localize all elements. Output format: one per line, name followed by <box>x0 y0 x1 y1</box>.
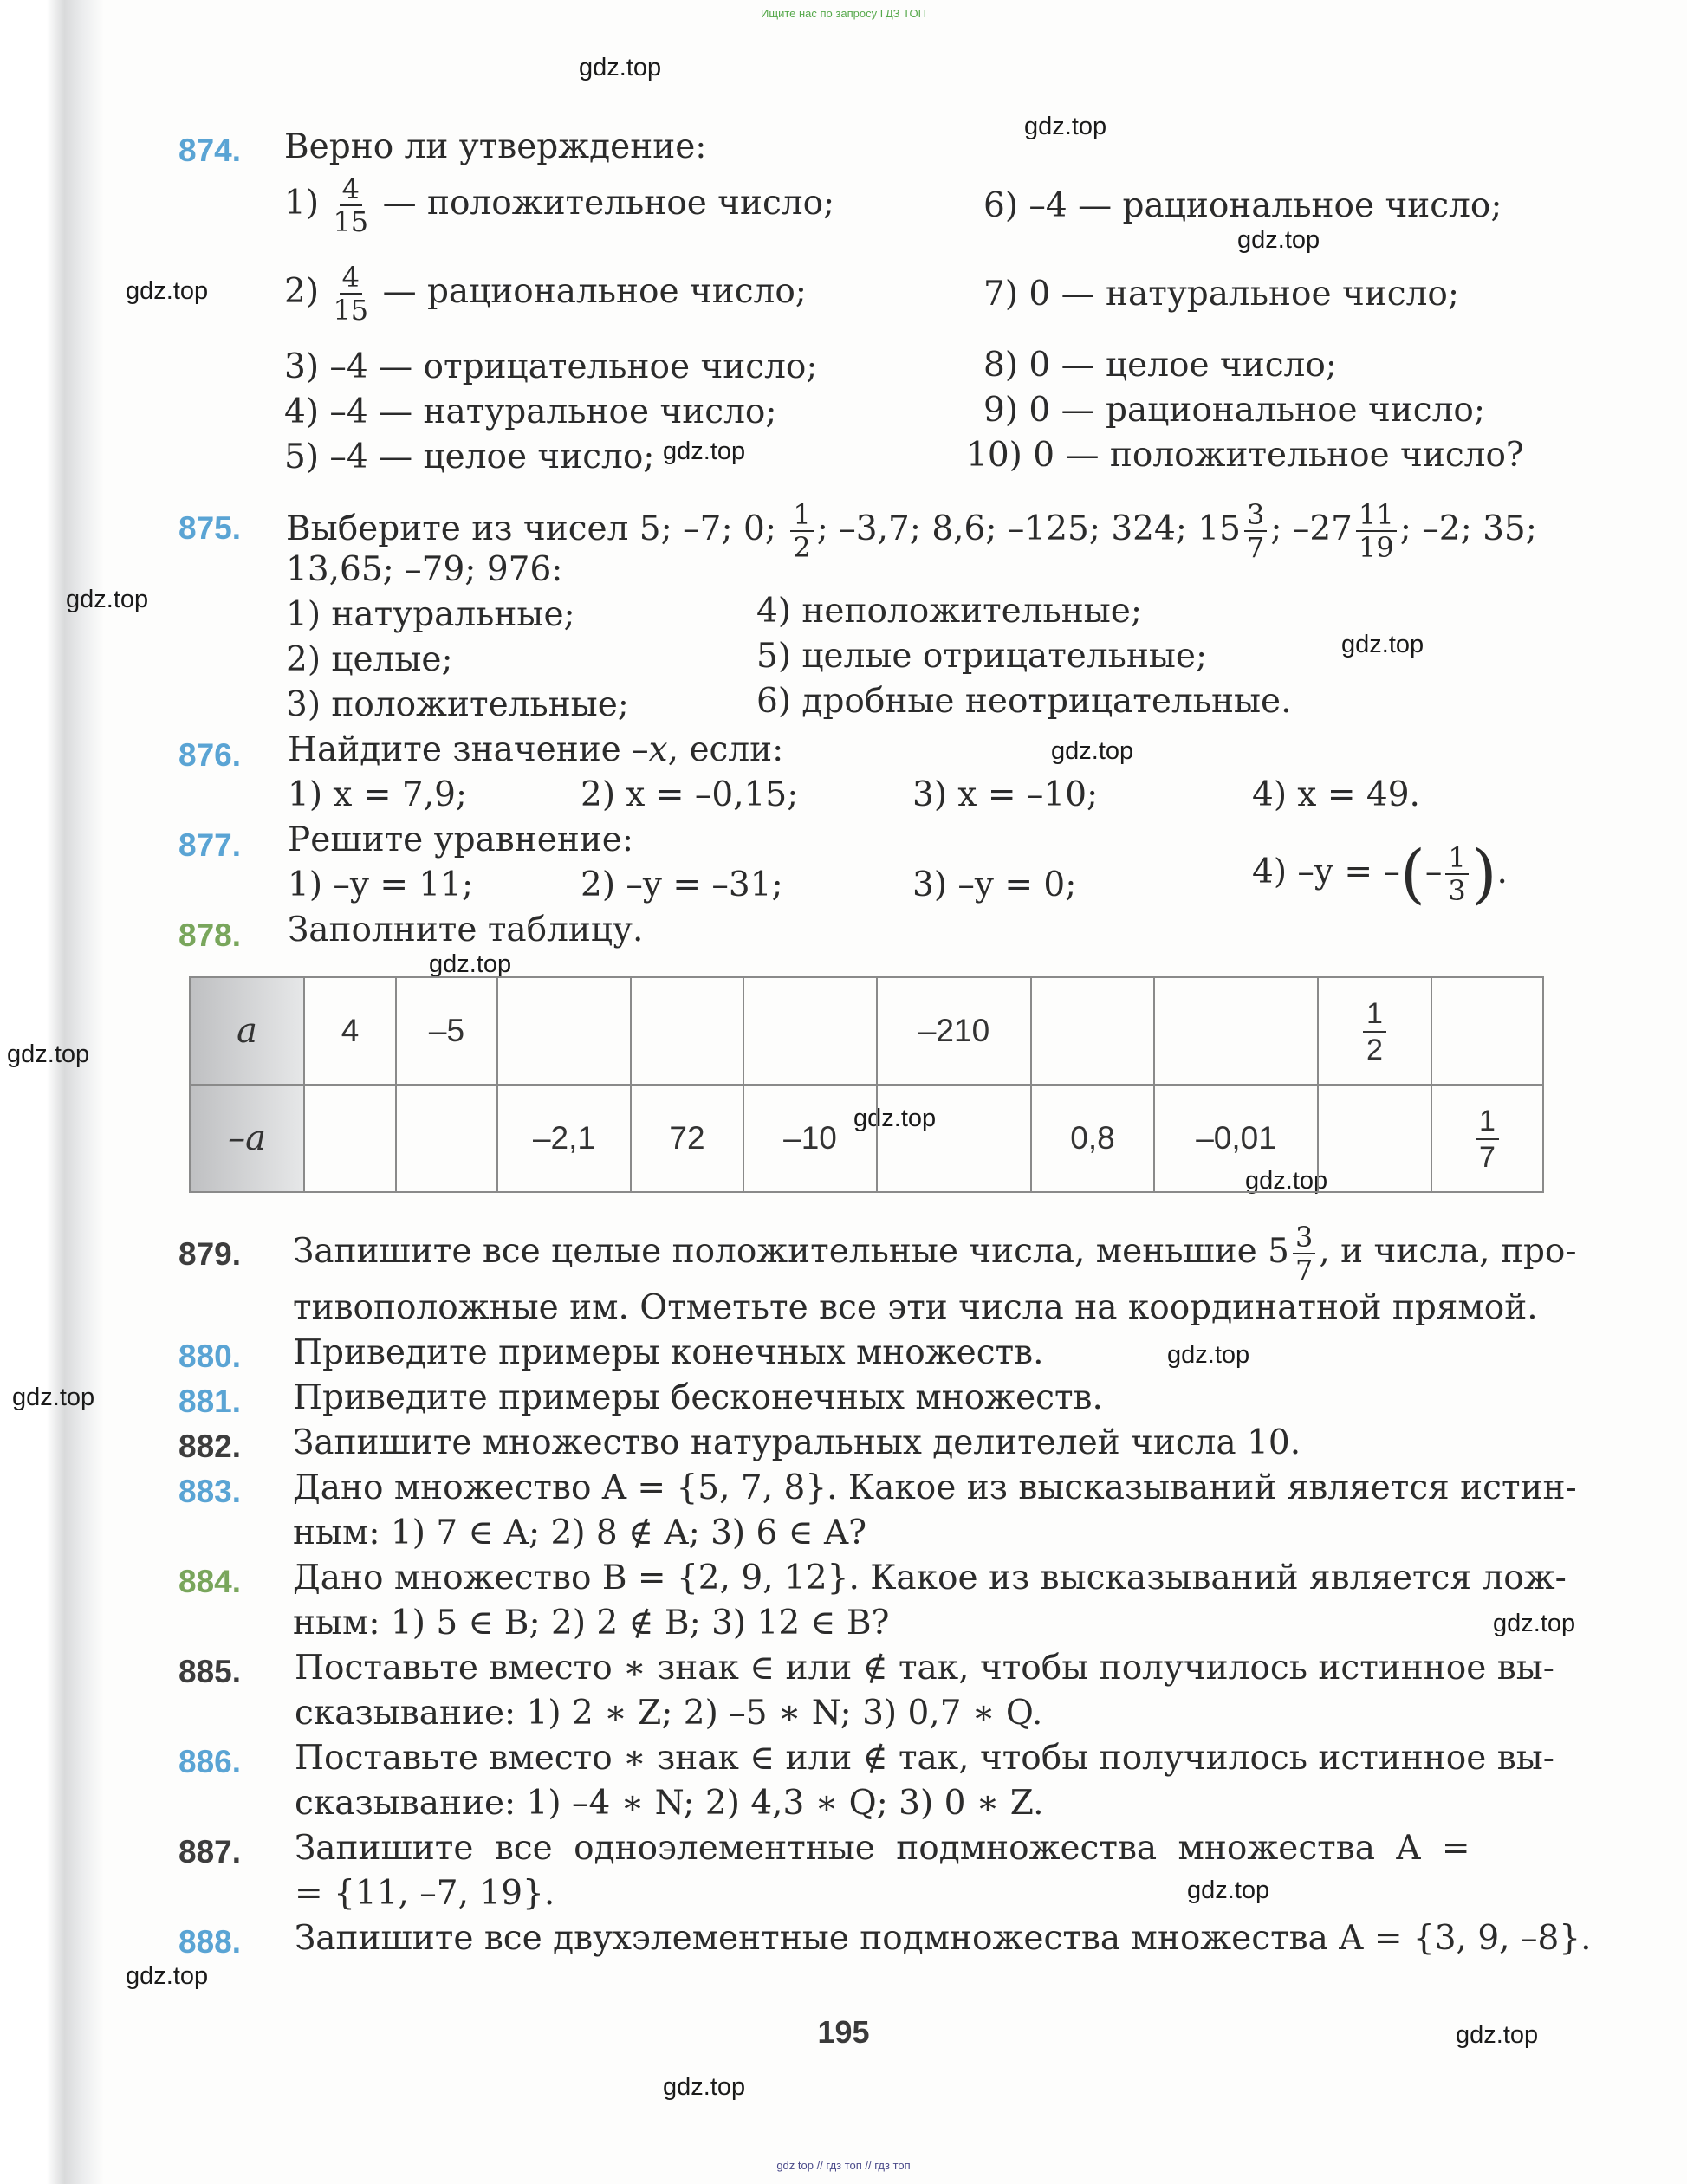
problem-text-line-1: Поставьте вместо ∗ знак ∈ или ∉ так, чтобы получилось истинное вы- <box>295 1649 1554 1688</box>
problem-number: 882. <box>178 1429 242 1464</box>
option-3: 3) –y = 0; <box>912 865 1077 904</box>
problem-number: 878. <box>178 917 242 953</box>
statement-1: 1) $\frac{4}{15}$ — положительное число; <box>284 172 835 238</box>
statement-4: 4) –4 — натуральное число; <box>284 392 777 431</box>
watermark: gdz.top <box>1341 631 1424 658</box>
watermark: gdz.top <box>429 950 512 978</box>
table-cell: 0,8 <box>1031 1085 1154 1192</box>
option-4: 4) неположительные; <box>756 592 1143 631</box>
problem-text: Приведите примеры бесконечных множеств. <box>293 1378 1103 1417</box>
option-1: 1) x = 7,9; <box>288 775 468 814</box>
problem-number: 886. <box>178 1744 242 1779</box>
table-cell: –10 <box>743 1085 877 1192</box>
watermark: gdz.top <box>126 1962 209 1990</box>
table-cell: –210 <box>877 977 1031 1085</box>
problem-text-line-1: Дано множество A = {5, 7, 8}. Какое из высказываний является истин- <box>293 1468 1577 1507</box>
watermark: gdz.top <box>1237 226 1320 254</box>
problem-number: 881. <box>178 1384 242 1419</box>
problem-title: Решите уравнение: <box>288 820 634 859</box>
option-1: 1) –y = 11; <box>288 865 474 904</box>
problem-number: 887. <box>178 1834 242 1870</box>
problem-text-line-1: Поставьте вместо ∗ знак ∈ или ∉ так, чтобы получилось истинное вы- <box>295 1739 1554 1778</box>
table-cell: 4 <box>304 977 396 1085</box>
statement-8: 8) 0 — целое число; <box>983 346 1337 385</box>
table-cell <box>1318 1085 1431 1192</box>
page-number: 195 <box>817 2014 870 2050</box>
problem-text-line-2: сказывание: 1) –4 ∗ N; 2) 4,3 ∗ Q; 3) 0 ∗ Z. <box>295 1784 1044 1823</box>
table-cell: $\frac{1}{7}$ <box>1431 1085 1543 1192</box>
problem-text-line-2: = {11, –7, 19}. <box>295 1874 555 1913</box>
option-2: 2) целые; <box>286 640 453 679</box>
table-cell <box>1154 977 1318 1085</box>
watermark: gdz.top <box>1456 2021 1539 2049</box>
table-cell <box>497 977 631 1085</box>
problem-text-line-1: Запишите все одноэлементные подмножества множества A = <box>295 1829 1470 1868</box>
watermark: gdz.top <box>1024 113 1107 140</box>
problem-text-line-1: Запишите все целые положительные числа, меньшие 5 $\frac{3}{7}$ , и числа, про- <box>293 1221 1577 1286</box>
option-6: 6) дробные неотрицательные. <box>756 682 1292 721</box>
option-3: 3) x = –10; <box>912 775 1099 814</box>
problem-number: 879. <box>178 1236 242 1272</box>
watermark: gdz.top <box>1245 1167 1328 1195</box>
problem-text-line-2: ным: 1) 5 ∈ B; 2) 2 ∉ B; 3) 12 ∈ B? <box>293 1604 890 1643</box>
table-cell <box>1031 977 1154 1085</box>
table-cell <box>743 977 877 1085</box>
table-row <box>190 977 1543 1085</box>
top-banner: Ищите нас по запросу ГДЗ ТОП <box>761 7 926 20</box>
table-cell: 72 <box>631 1085 743 1192</box>
option-2: 2) x = –0,15; <box>581 775 799 814</box>
table-cell: –2,1 <box>497 1085 631 1192</box>
table-row <box>190 1085 1543 1192</box>
table-cell <box>631 977 743 1085</box>
problem-text-line-2: тивоположные им. Отметьте все эти числа на координатной прямой. <box>293 1288 1538 1327</box>
problem-number: 875. <box>178 510 242 546</box>
bottom-banner: gdz top // гдз топ // гдз топ <box>776 2159 911 2172</box>
watermark: gdz.top <box>1167 1341 1250 1369</box>
watermark: gdz.top <box>663 2073 746 2101</box>
watermark: gdz.top <box>1051 737 1134 765</box>
table-cell: –5 <box>396 977 497 1085</box>
problem-text-line-1: Дано множество B = {2, 9, 12}. Какое из высказываний является лож- <box>293 1559 1567 1597</box>
problem-number: 874. <box>178 133 242 168</box>
option-2: 2) –y = –31; <box>581 865 783 904</box>
problem-text-line-2: 13,65; –79; 976: <box>286 550 563 589</box>
problem-text-line-2: ным: 1) 7 ∈ A; 2) 8 ∉ A; 3) 6 ∈ A? <box>293 1513 867 1552</box>
table-cell <box>304 1085 396 1192</box>
watermark: gdz.top <box>579 54 662 81</box>
problem-number: 885. <box>178 1654 242 1689</box>
option-4: 4) –y = –(– $\frac{1}{3}$ ). <box>1252 837 1508 911</box>
problem-number: 877. <box>178 827 242 863</box>
statement-6: 6) –4 — рациональное число; <box>983 186 1502 225</box>
table-cell <box>396 1085 497 1192</box>
problem-text-line-1: Выберите из чисел 5; –7; 0; $\frac{1}{2}$ ; –3,7; 8,6; –125; 324; 15 $\frac{3}{7}$ ; –27 $\frac{11}{19}$ ; –2; 35; <box>286 498 1537 564</box>
option-3: 3) положительные; <box>286 685 629 724</box>
table-cell <box>877 1085 1031 1192</box>
statement-3: 3) –4 — отрицательное число; <box>284 347 818 386</box>
statement-9: 9) 0 — рациональное число; <box>983 391 1486 430</box>
problem-number: 883. <box>178 1474 242 1509</box>
watermark: gdz.top <box>66 586 149 613</box>
watermark: gdz.top <box>126 277 209 305</box>
watermark: gdz.top <box>12 1384 95 1411</box>
row-header-neg-a: –a <box>190 1085 304 1192</box>
book-spine-shadow <box>0 0 104 2184</box>
values-table <box>189 976 1544 1193</box>
statement-5: 5) –4 — целое число; <box>284 437 655 476</box>
statement-2: 2) $\frac{4}{15}$ — рациональное число; <box>284 261 807 327</box>
problem-number: 888. <box>178 1924 242 1960</box>
table-cell: –0,01 <box>1154 1085 1318 1192</box>
watermark: gdz.top <box>7 1040 90 1068</box>
watermark: gdz.top <box>1493 1610 1576 1637</box>
table-cell <box>1431 977 1543 1085</box>
problem-text: Запишите множество натуральных делителей числа 10. <box>293 1423 1301 1462</box>
option-4: 4) x = 49. <box>1252 775 1420 814</box>
problem-text: Запишите все двухэлементные подмножества множества A = {3, 9, –8}. <box>295 1919 1592 1958</box>
statement-10: 10) 0 — положительное число? <box>966 436 1524 475</box>
option-5: 5) целые отрицательные; <box>756 637 1208 676</box>
statement-7: 7) 0 — натуральное число; <box>983 275 1459 314</box>
problem-title: Заполните таблицу. <box>288 911 644 949</box>
problem-title: Верно ли утверждение: <box>284 127 707 166</box>
problem-number: 880. <box>178 1338 242 1374</box>
problem-text-line-2: сказывание: 1) 2 ∗ Z; 2) –5 ∗ N; 3) 0,7 ∗ Q. <box>295 1694 1043 1733</box>
problem-text: Приведите примеры конечных множеств. <box>293 1333 1044 1372</box>
watermark: gdz.top <box>663 437 746 465</box>
problem-number: 876. <box>178 737 242 773</box>
option-1: 1) натуральные; <box>286 595 575 634</box>
watermark: gdz.top <box>1187 1876 1270 1904</box>
table-cell: $\frac{1}{2}$ <box>1318 977 1431 1085</box>
problem-number: 884. <box>178 1564 242 1599</box>
problem-title: Найдите значение –x, если: <box>288 730 784 769</box>
row-header-a: a <box>190 977 304 1085</box>
watermark: gdz.top <box>853 1105 937 1132</box>
